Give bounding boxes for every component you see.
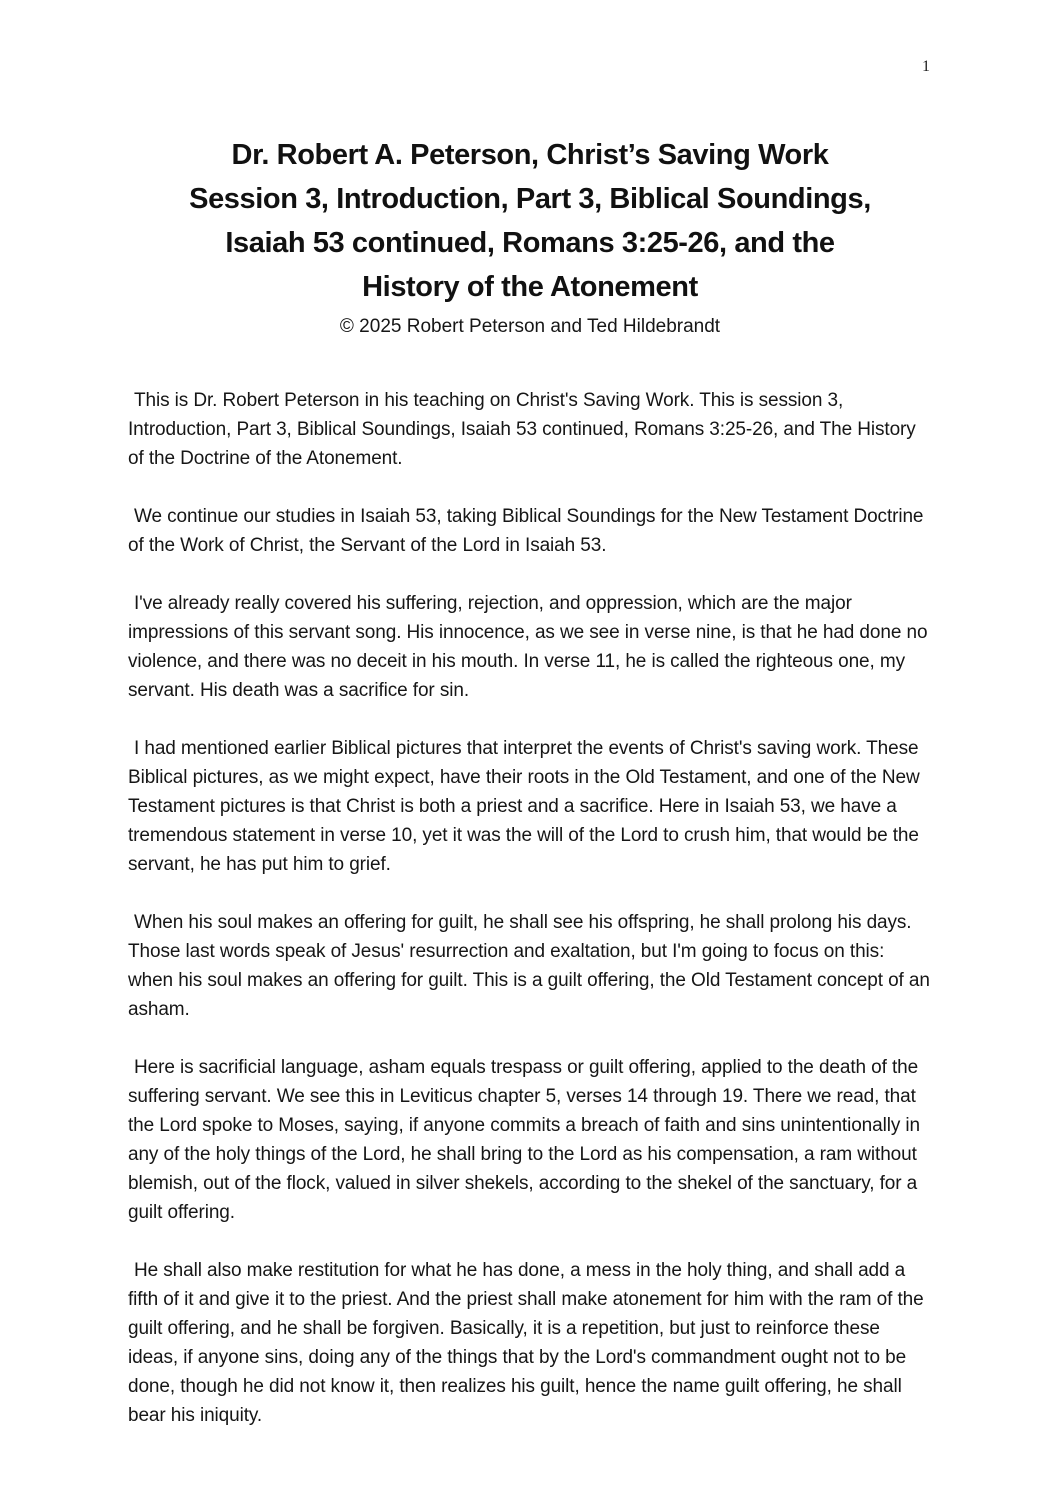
paragraph: We continue our studies in Isaiah 53, taking Biblical Soundings for the New Testament Doctrine of the Work of Christ, the Servant of the Lord in Isaiah 53.: [128, 506, 924, 556]
page-number: 1: [922, 58, 930, 75]
paragraph: He shall also make restitution for what he has done, a mess in the holy thing, and shall add a fifth of it and give it to the priest. And the priest shall make atonement for him with the ram of the guilt offering, and he shall be forgiven. Basically, it is a repetition, but just to reinforce these ideas, if anyone sins, doing any of the things that by the Lord's commandment ought not to be done, though he did not know it, then realizes his guilt, hence the name guilt offering, he shall bear his iniquity.: [128, 1260, 924, 1426]
paragraph: This is Dr. Robert Peterson in his teaching on Christ's Saving Work. This is session 3, Introduction, Part 3, Biblical Soundings, Isaiah 53 continued, Romans 3:25-26, and The History of the Doctrine of the Atonement.: [128, 390, 916, 469]
paragraph: I've already really covered his suffering, rejection, and oppression, which are the major impressions of this servant song. His innocence, as we see in verse nine, is that he had done no violence, and there was no deceit in his mouth. In verse 11, he is called the righteous one, my servant. His death was a sacrifice for sin.: [128, 593, 928, 701]
document-title: [128, 133, 932, 309]
paragraph: When his soul makes an offering for guilt, he shall see his offspring, he shall prolong his days. Those last words speak of Jesus' resurrection and exaltation, but I'm going to focus on this: when his soul makes an offering for guilt. This is a guilt offering, the Old Testament concept of an asham.: [128, 912, 930, 1020]
copyright-line: © 2025 Robert Peterson and Ted Hildebrandt: [339, 316, 721, 337]
document-body: [128, 386, 932, 1430]
title-line-4: History of the Atonement: [362, 271, 698, 303]
title-line-3: Isaiah 53 continued, Romans 3:25-26, and the: [225, 227, 835, 259]
title-line-1: Dr. Robert A. Peterson, Christ’s Saving Work: [231, 139, 829, 171]
paragraph: I had mentioned earlier Biblical pictures that interpret the events of Christ's saving work. These Biblical pictures, as we might expect, have their roots in the Old Testament, and one of the New Testament pictures is that Christ is both a priest and a sacrifice. Here in Isaiah 53, we have a tremendous statement in verse 10, yet it was the will of the Lord to crush him, that would be the servant, he has put him to grief.: [128, 738, 920, 875]
paragraph: Here is sacrificial language, asham equals trespass or guilt offering, applied to the death of the suffering servant. We see this in Leviticus chapter 5, verses 14 through 19. There we read, that the Lord spoke to Moses, saying, if anyone commits a breach of faith and sins unintentionally in any of the holy things of the Lord, he shall bring to the Lord as his compensation, a ram without blemish, out of the flock, valued in silver shekels, according to the shekel of the sanctuary, for a guilt offering.: [128, 1057, 921, 1223]
title-line-2: Session 3, Introduction, Part 3, Biblical Soundings,: [189, 183, 871, 215]
